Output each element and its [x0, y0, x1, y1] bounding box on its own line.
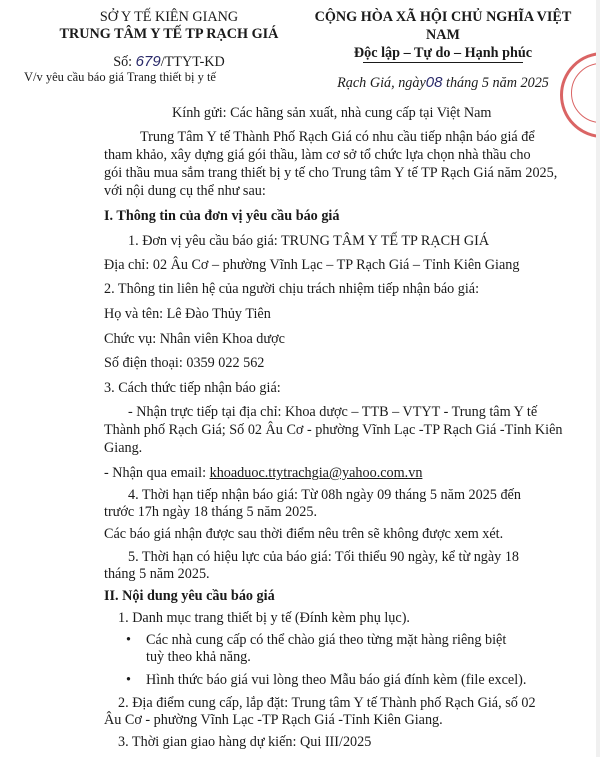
doc-date [298, 73, 588, 93]
s1-address: Địa chỉ: 02 Âu Cơ – phường Vĩnh Lạc – TP Rạch Giá – Tỉnh Kiên Giang [104, 257, 520, 273]
section-1-title: I. Thông tin của đơn vị yêu cầu báo giá [104, 208, 340, 224]
intro-line-4: với nội dung cụ thể như sau: [104, 183, 266, 199]
s2-bullet-2-text: Hình thức báo giá vui lòng theo Mẫu báo giá đính kèm (file excel). [146, 672, 527, 688]
s2-bullet-1-line-1: Các nhà cung cấp có thể chào giá theo từng mặt hàng riêng biệt [146, 632, 507, 648]
s2-item-3: 3. Thời gian giao hàng dự kiến: Qui III/2025 [118, 734, 372, 750]
s1-email-row [104, 464, 422, 482]
date-prefix: Rạch Giá, ngày [337, 75, 426, 92]
bullet-dot: • [126, 632, 131, 648]
email-link[interactable]: khoaduoc.ttytrachgia@yahoo.com.vn [209, 465, 423, 481]
recipient: Kính gửi: Các hãng sản xuất, nhà cung cấp tại Việt Nam [172, 105, 492, 121]
s1-item-4-line-2: trước 17h ngày 18 tháng 5 năm 2025. [104, 504, 317, 520]
s1-item-2: 2. Thông tin liên hệ của người chịu trách nhiệm tiếp nhận báo giá: [104, 281, 480, 297]
section-2-title: II. Nội dung yêu cầu báo giá [104, 588, 275, 604]
s2-item-2-line-1: 2. Địa điểm cung cấp, lắp đặt: Trung tâm Y tế Thành phố Rạch Giá, số 02 [118, 695, 536, 711]
header-left [24, 8, 294, 86]
org-name: TRUNG TÂM Y TẾ TP RẠCH GIÁ [59, 26, 279, 43]
page-edge [596, 0, 600, 757]
s1-direct-line-1: - Nhận trực tiếp tại địa chỉ: Khoa dược – TTB – VTYT - Trung tâm Y tế [128, 404, 538, 420]
s1-direct-line-3: Giang. [104, 440, 143, 456]
doc-number-prefix: Số: [113, 53, 133, 70]
bullet-dot: • [126, 672, 131, 688]
s2-item-1: 1. Danh mục trang thiết bị y tế (Đính kèm phụ lục). [118, 610, 410, 626]
date-day-handwritten: 08 [425, 74, 443, 92]
intro-line-1: Trung Tâm Y tế Thành Phố Rạch Giá có nhu cầu tiếp nhận báo giá để [140, 129, 535, 145]
doc-number-suffix: /TTYT-KD [160, 53, 225, 70]
s1-late: Các báo giá nhận được sau thời điểm nêu trên sẽ không được xem xét. [104, 526, 504, 542]
motto-underline [363, 62, 523, 63]
header-right [298, 8, 588, 93]
s1-item-5-line-2: tháng 5 năm 2025. [104, 566, 210, 582]
s1-direct-line-2: Thành phố Rạch Giá; Số 02 Âu Cơ - phường Vĩnh Lạc -TP Rạch Giá -Tỉnh Kiên [104, 422, 563, 438]
s2-item-2-line-2: Âu Cơ - phường Vĩnh Lạc -TP Rạch Giá -Tỉnh Kiên Giang. [104, 712, 443, 728]
s1-item-3: 3. Cách thức tiếp nhận báo giá: [104, 380, 281, 396]
s1-email-prefix: - Nhận qua email: [104, 465, 210, 481]
doc-subject: V/v yêu cầu báo giá Trang thiết bị y tế [24, 70, 216, 85]
doc-number-handwritten: 679 [135, 52, 161, 70]
s1-item-5-line-1: 5. Thời hạn có hiệu lực của báo giá: Tối thiểu 90 ngày, kể từ ngày 18 [128, 549, 520, 565]
date-suffix: tháng 5 năm 2025 [446, 75, 549, 92]
s1-item-1: 1. Đơn vị yêu cầu báo giá: TRUNG TÂM Y TẾ TP RẠCH GIÁ [128, 233, 490, 249]
s1-name: Họ và tên: Lê Đào Thủy Tiên [104, 306, 271, 322]
s1-position: Chức vụ: Nhân viên Khoa dược [104, 331, 285, 347]
intro-line-2: tham khảo, xây dựng giá gói thầu, làm cơ sở tổ chức lựa chọn nhà thầu cho [104, 147, 531, 163]
s2-bullet-1-line-2: tuỳ theo khả năng. [146, 649, 251, 665]
country-name: CỘNG HÒA XÃ HỘI CHỦ NGHĨA VIỆT NAM [314, 9, 572, 44]
org-parent: SỞ Y TẾ KIÊN GIANG [99, 9, 239, 25]
s1-item-4-line-1: 4. Thời hạn tiếp nhận báo giá: Từ 08h ngày 09 tháng 5 năm 2025 đến [128, 487, 521, 503]
s1-phone: Số điện thoại: 0359 022 562 [104, 355, 265, 371]
intro-line-3: gói thầu mua sắm trang thiết bị y tế cho Trung tâm Y tế TP Rạch Giá năm 2025, [104, 165, 558, 181]
motto: Độc lập – Tự do – Hạnh phúc [353, 44, 533, 61]
